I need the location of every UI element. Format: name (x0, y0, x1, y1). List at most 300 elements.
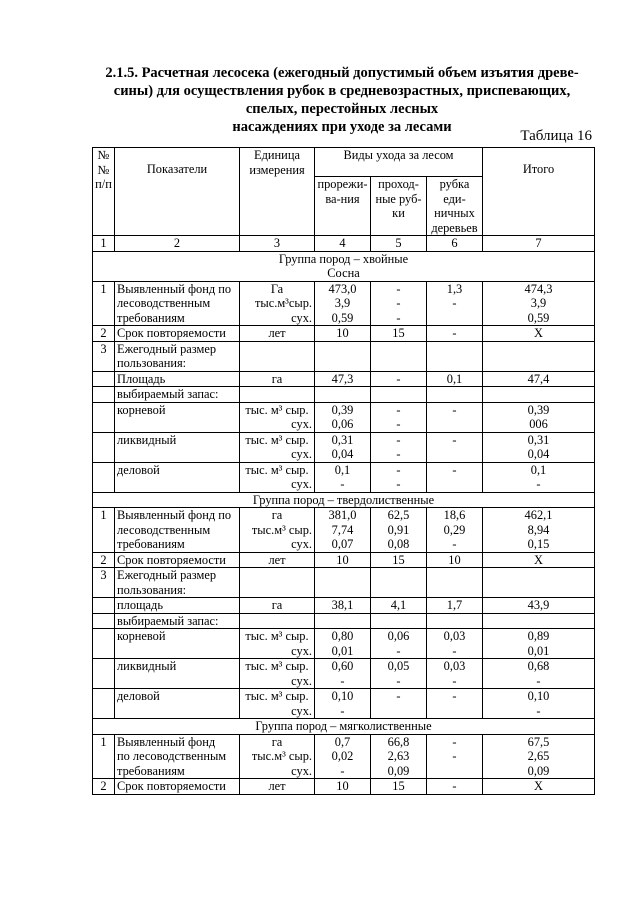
indicator-cell (115, 281, 240, 326)
cell-line: сух. (291, 673, 312, 688)
total-value (483, 462, 595, 492)
cell-line: 67,5 (527, 734, 550, 749)
cell-line: 0,7 (334, 734, 351, 749)
cell-line: тыс. м³ сыр. (245, 659, 309, 673)
cell-line: Выявленный фонд по (117, 508, 232, 522)
passage-cutting-value (371, 432, 427, 462)
header-single-tree-cutting: рубка еди- ничных деревьев (427, 177, 483, 236)
cell-line: 8,94 (527, 522, 550, 537)
cell-line: Га (270, 281, 284, 296)
single-tree-cutting-value (427, 779, 483, 795)
cell-line: сух. (291, 537, 312, 551)
cell-line: по лесоводственным (117, 749, 227, 763)
row-number (93, 629, 115, 659)
passage-cutting-value (371, 779, 427, 795)
cell-line: 10 (448, 552, 461, 567)
total-value (483, 598, 595, 614)
cell-line: - (536, 673, 541, 688)
column-numbers-row (93, 236, 595, 252)
thinning-value (315, 613, 371, 629)
total-value (483, 659, 595, 689)
cell-line: - (452, 673, 457, 688)
cell-line: 0,02 (331, 749, 354, 763)
cell-line (485, 387, 592, 402)
cell-line: - (396, 643, 401, 658)
thinning-value (315, 689, 371, 719)
indicator-cell (115, 659, 240, 689)
cell-line: 0,39 (527, 402, 550, 417)
cell-line: - (396, 402, 401, 417)
single-tree-cutting-value (427, 552, 483, 568)
cell-line: Срок повторяемости (117, 552, 226, 567)
cell-line: 0,07 (331, 537, 354, 551)
column-number: 2 (115, 236, 240, 252)
cell-line: - (452, 734, 457, 749)
cell-line: 0,05 (387, 659, 410, 673)
cell-line: 0,1 (530, 462, 547, 477)
cell-line: га (271, 371, 283, 386)
cell-line (317, 614, 368, 629)
cell-line: лесоводственным (117, 522, 211, 537)
cell-line: - (396, 673, 401, 688)
passage-cutting-value (371, 552, 427, 568)
cell-line: - (452, 779, 457, 793)
row-number: 3 (93, 341, 115, 371)
indicator-cell (115, 387, 240, 403)
single-tree-cutting-value (427, 341, 483, 371)
thinning-value (315, 629, 371, 659)
cell-line (242, 568, 312, 583)
cell-line: площадь (117, 598, 164, 612)
indicator-cell (115, 326, 240, 342)
total-value (483, 387, 595, 403)
cell-line: - (536, 703, 541, 718)
header-care-types: Виды ухода за лесом (315, 148, 483, 177)
cell-line: 0,1 (334, 462, 351, 477)
cell-line: 0,60 (331, 659, 354, 673)
cell-line: пользования: (117, 356, 187, 370)
total-value (483, 432, 595, 462)
cell-line: сух. (291, 703, 312, 718)
single-tree-cutting-value (427, 432, 483, 462)
cell-line: сух. (291, 447, 312, 461)
cell-line: X (534, 552, 543, 567)
group-title-line: Группа пород – твердолиственные (252, 492, 435, 507)
passage-cutting-value (371, 402, 427, 432)
cell-line (317, 342, 368, 357)
cell-line: 18,6 (443, 508, 466, 522)
cell-line: сух. (291, 477, 312, 491)
cell-line: 0,09 (387, 763, 410, 778)
cell-line: - (396, 447, 401, 461)
row-number (93, 613, 115, 629)
cell-line: 0,39 (331, 402, 354, 417)
single-tree-cutting-value (427, 629, 483, 659)
row-number (93, 402, 115, 432)
cell-line: 0,68 (527, 659, 550, 673)
cell-line: - (536, 477, 541, 491)
unit-cell (240, 734, 315, 779)
passage-cutting-value (371, 734, 427, 779)
thinning-value (315, 326, 371, 342)
thinning-value (315, 462, 371, 492)
indicator-cell (115, 402, 240, 432)
cell-line: Срок повторяемости (117, 779, 226, 793)
row-number: 2 (93, 779, 115, 795)
cell-line: - (396, 689, 401, 703)
cell-line (429, 614, 480, 629)
group-header-row (93, 719, 595, 735)
table-row (93, 629, 595, 659)
total-value (483, 689, 595, 719)
cell-line: 3,9 (530, 296, 547, 310)
row-number (93, 462, 115, 492)
cell-line: 15 (392, 552, 405, 567)
single-tree-cutting-value (427, 613, 483, 629)
cell-line: 381,0 (328, 508, 357, 522)
thinning-value (315, 508, 371, 553)
row-number: 1 (93, 281, 115, 326)
indicator-cell (115, 629, 240, 659)
cell-line: ликвидный (117, 659, 177, 673)
table-row (93, 598, 595, 614)
row-number (93, 659, 115, 689)
cell-line: Ежегодный размер (117, 341, 217, 356)
indicator-cell (115, 462, 240, 492)
cell-line: 38,1 (331, 598, 354, 612)
total-value (483, 371, 595, 387)
indicator-cell (115, 689, 240, 719)
group-header-row (93, 251, 595, 281)
table-row (93, 371, 595, 387)
table-row (93, 341, 595, 371)
title-line: спелых, перестойных лесных (245, 101, 439, 117)
header-total: Итого (483, 148, 595, 236)
single-tree-cutting-value (427, 402, 483, 432)
cell-line: 62,5 (387, 508, 410, 522)
cell-line: - (396, 310, 401, 325)
single-tree-cutting-value (427, 598, 483, 614)
header-indicators: Показатели (115, 148, 240, 236)
row-number (93, 689, 115, 719)
thinning-value (315, 402, 371, 432)
table-row (93, 508, 595, 553)
cell-line: 0,03 (443, 629, 466, 643)
cell-line: - (452, 326, 457, 340)
column-number: 4 (315, 236, 371, 252)
group-title (93, 251, 595, 281)
thinning-value (315, 598, 371, 614)
cell-line: 0,80 (331, 629, 354, 643)
cell-line: 47,3 (331, 371, 354, 386)
indicator-cell (115, 508, 240, 553)
cell-line (429, 417, 480, 432)
thinning-value (315, 734, 371, 779)
total-value (483, 734, 595, 779)
cell-line: пользования: (117, 582, 187, 597)
unit-cell (240, 689, 315, 719)
total-value (483, 629, 595, 659)
cell-line: Ежегодный размер (117, 568, 217, 582)
cell-line (485, 342, 592, 357)
passage-cutting-value (371, 462, 427, 492)
cell-line: Срок повторяемости (117, 326, 226, 340)
cell-line: 15 (392, 326, 405, 340)
single-tree-cutting-value (427, 462, 483, 492)
cell-line: 0,09 (527, 763, 550, 778)
passage-cutting-value (371, 689, 427, 719)
unit-cell (240, 779, 315, 795)
table-row (93, 402, 595, 432)
cell-line: ликвидный (117, 432, 177, 447)
cell-line: тыс. м³ сыр. (245, 689, 309, 703)
indicator-cell (115, 598, 240, 614)
title-line: сины) для осуществления рубок в средневозрастных, приспевающих, (113, 83, 571, 99)
cell-line: 0,03 (443, 659, 466, 673)
column-number: 3 (240, 236, 315, 252)
table-row (93, 326, 595, 342)
cell-line: га (271, 734, 283, 749)
cell-line: 0,29 (443, 522, 466, 537)
passage-cutting-value (371, 341, 427, 371)
indicator-cell (115, 371, 240, 387)
thinning-value (315, 659, 371, 689)
unit-cell (240, 387, 315, 403)
cell-line: 2,65 (527, 749, 550, 763)
cell-line (373, 568, 424, 583)
indicator-cell (115, 568, 240, 598)
cell-line: лет (268, 326, 286, 340)
group-title (93, 719, 595, 735)
row-number (93, 371, 115, 387)
cell-line: - (452, 537, 457, 551)
cell-line: - (396, 432, 401, 447)
cell-line: лет (268, 779, 286, 793)
cell-line: 7,74 (331, 522, 354, 537)
unit-cell (240, 598, 315, 614)
single-tree-cutting-value (427, 371, 483, 387)
cell-line: 0,1 (446, 371, 463, 386)
passage-cutting-value (371, 371, 427, 387)
cell-line: лесоводственным (117, 296, 211, 310)
cell-line: 0,04 (527, 447, 550, 461)
unit-cell (240, 281, 315, 326)
passage-cutting-value (371, 387, 427, 403)
thinning-value (315, 341, 371, 371)
cell-line: сух. (291, 310, 312, 325)
cell-line: 0,04 (331, 447, 354, 461)
group-title (93, 492, 595, 508)
cell-line: га (271, 508, 283, 522)
cell-line: 462,1 (524, 508, 553, 522)
group-header-row (93, 492, 595, 508)
cell-line: деловой (117, 462, 160, 477)
cell-line: 0,10 (527, 689, 550, 703)
cell-line: 43,9 (527, 598, 550, 612)
passage-cutting-value (371, 281, 427, 326)
table-row (93, 281, 595, 326)
cell-line: тыс. м³ сыр. (245, 402, 309, 417)
passage-cutting-value (371, 629, 427, 659)
cell-line: - (452, 689, 457, 703)
cell-line: деловой (117, 689, 160, 703)
cell-line: - (340, 673, 345, 688)
cell-line: выбираемый запас: (117, 387, 219, 401)
cell-line (242, 342, 312, 357)
cell-line: тыс. м³ сыр. (245, 432, 309, 447)
cell-line: выбираемый запас: (117, 613, 219, 628)
column-number: 6 (427, 236, 483, 252)
cell-line (485, 568, 592, 583)
single-tree-cutting-value (427, 281, 483, 326)
header-thinning: прорежи- ва-ния (315, 177, 371, 236)
passage-cutting-value (371, 568, 427, 598)
cell-line (429, 447, 480, 462)
table-row (93, 659, 595, 689)
indicator-cell (115, 432, 240, 462)
table-row (93, 387, 595, 403)
header-passage-cutting: проход- ные руб- ки (371, 177, 427, 236)
estimated-cutting-table (92, 147, 595, 795)
table-label: Таблица 16 (520, 128, 592, 144)
cell-line: 0,15 (527, 537, 550, 551)
cell-line: - (396, 281, 401, 296)
cell-line: 474,3 (524, 281, 553, 296)
cell-line: тыс.м³сыр. (254, 296, 312, 310)
cell-line (373, 387, 424, 402)
unit-cell (240, 432, 315, 462)
single-tree-cutting-value (427, 659, 483, 689)
total-value (483, 779, 595, 795)
row-number (93, 387, 115, 403)
cell-line (429, 387, 480, 402)
total-value (483, 341, 595, 371)
thinning-value (315, 371, 371, 387)
cell-line (373, 614, 424, 629)
cell-line (429, 764, 480, 779)
row-number: 1 (93, 734, 115, 779)
cell-line: Площадь (117, 371, 166, 386)
unit-cell (240, 402, 315, 432)
cell-line: 15 (392, 779, 405, 793)
unit-cell (240, 568, 315, 598)
cell-line: 10 (336, 326, 349, 340)
row-number: 2 (93, 326, 115, 342)
cell-line: X (534, 326, 543, 340)
cell-line: сух. (291, 763, 312, 778)
cell-line: - (340, 477, 345, 491)
cell-line: - (340, 763, 345, 778)
cell-line (373, 342, 424, 357)
cell-line: тыс.м³ сыр. (251, 749, 312, 763)
cell-line: 0,31 (527, 432, 550, 447)
cell-line: - (340, 703, 345, 718)
cell-line: 47,4 (527, 371, 550, 386)
title-line: 2.1.5. Расчетная лесосека (ежегодный допустимый объем изъятия древе- (105, 65, 579, 81)
cell-line: 0,59 (331, 310, 354, 325)
table-row (93, 552, 595, 568)
row-number: 3 (93, 568, 115, 598)
table-row (93, 779, 595, 795)
cell-line: 0,10 (331, 689, 354, 703)
cell-line: 0,06 (331, 417, 354, 431)
total-value (483, 568, 595, 598)
cell-line: 006 (529, 417, 548, 431)
cell-line: 0,01 (527, 643, 550, 658)
cell-line: 2,63 (387, 749, 410, 763)
unit-cell (240, 341, 315, 371)
cell-line: сух. (291, 417, 312, 431)
unit-cell (240, 659, 315, 689)
cell-line (429, 342, 480, 357)
total-value (483, 552, 595, 568)
cell-line (429, 704, 480, 719)
table-row (93, 432, 595, 462)
cell-line: корневой (117, 402, 166, 417)
unit-cell (240, 629, 315, 659)
cell-line: 0,59 (527, 310, 550, 325)
cell-line: 1,3 (446, 281, 463, 296)
header-unit: Единица измерения (240, 148, 315, 236)
cell-line: сух. (291, 643, 312, 658)
single-tree-cutting-value (427, 568, 483, 598)
unit-cell (240, 508, 315, 553)
cell-line: тыс. м³ сыр. (245, 629, 309, 643)
cell-line: тыс. м³ сыр. (245, 462, 309, 477)
cell-line (317, 387, 368, 402)
cell-line (429, 311, 480, 326)
cell-line: требованиям (117, 537, 185, 551)
cell-line: - (452, 296, 457, 310)
indicator-cell (115, 779, 240, 795)
cell-line: - (396, 296, 401, 310)
cell-line: Выявленный фонд по (117, 281, 232, 296)
cell-line: X (534, 779, 543, 793)
total-value (483, 326, 595, 342)
table-row (93, 613, 595, 629)
table-row (93, 689, 595, 719)
total-value (483, 613, 595, 629)
cell-line (242, 387, 312, 402)
cell-line: требованиям (117, 763, 185, 778)
cell-line: - (396, 371, 401, 386)
thinning-value (315, 432, 371, 462)
thinning-value (315, 281, 371, 326)
cell-line: га (271, 598, 283, 612)
cell-line (485, 614, 592, 629)
table-row (93, 462, 595, 492)
cell-line: требованиям (117, 310, 185, 325)
total-value (483, 402, 595, 432)
thinning-value (315, 568, 371, 598)
cell-line: 0,91 (387, 522, 410, 537)
cell-line: - (452, 402, 457, 417)
cell-line: тыс.м³ сыр. (251, 522, 312, 537)
cell-line (242, 614, 312, 629)
header-number: № № п/п (93, 148, 115, 236)
single-tree-cutting-value (427, 387, 483, 403)
cell-line: 1,7 (446, 598, 463, 612)
unit-cell (240, 326, 315, 342)
cell-line (317, 568, 368, 583)
row-number: 2 (93, 552, 115, 568)
cell-line: - (452, 462, 457, 477)
cell-line: - (452, 749, 457, 763)
column-number: 1 (93, 236, 115, 252)
thinning-value (315, 387, 371, 403)
table-row (93, 734, 595, 779)
cell-line (373, 704, 424, 719)
